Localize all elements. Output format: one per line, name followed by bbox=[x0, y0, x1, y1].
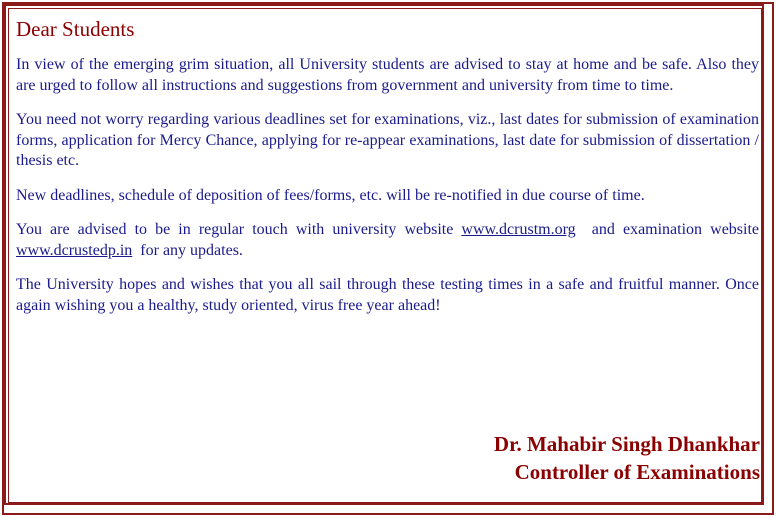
examination-website-link[interactable]: www.dcrustedp.in bbox=[16, 241, 133, 259]
signatory-title: Controller of Examinations bbox=[514, 460, 760, 484]
university-website-link[interactable]: www.dcrustm.org bbox=[461, 221, 576, 238]
notice-body bbox=[16, 16, 768, 330]
websites-text-intro: You are advised to be in regular touch with university website bbox=[16, 221, 462, 238]
notice-heading: Dear Students bbox=[16, 17, 135, 41]
signatory-name: Dr. Mahabir Singh Dhankhar bbox=[493, 432, 760, 456]
paragraph-deadlines: You need not worry regarding various deadlines set for examinations, viz., last dates for submission of examination forms, application for Mercy Chance, applying for re-appear examinations, last date for submission of dissertation / thesis etc. bbox=[16, 111, 759, 169]
paragraph-wishes: The University hopes and wishes that you all sail through these testing times in a safe and fruitful manner. Once again wishing you a healthy, study oriented, virus free year ahead! bbox=[16, 276, 759, 314]
websites-text-end: for any updates. bbox=[132, 241, 243, 259]
paragraph-new-deadlines: New deadlines, schedule of deposition of fees/forms, etc. will be re-notified in due course of time. bbox=[16, 186, 645, 204]
paragraph-stay-home: In view of the emerging grim situation, all University students are advised to stay at home and be safe. Also they are urged to follow all instructions and suggestions from government and university from time to time. bbox=[16, 56, 759, 94]
paragraph-websites bbox=[16, 220, 768, 261]
websites-text-middle: and examination website bbox=[575, 221, 768, 238]
signature-block bbox=[494, 430, 760, 486]
